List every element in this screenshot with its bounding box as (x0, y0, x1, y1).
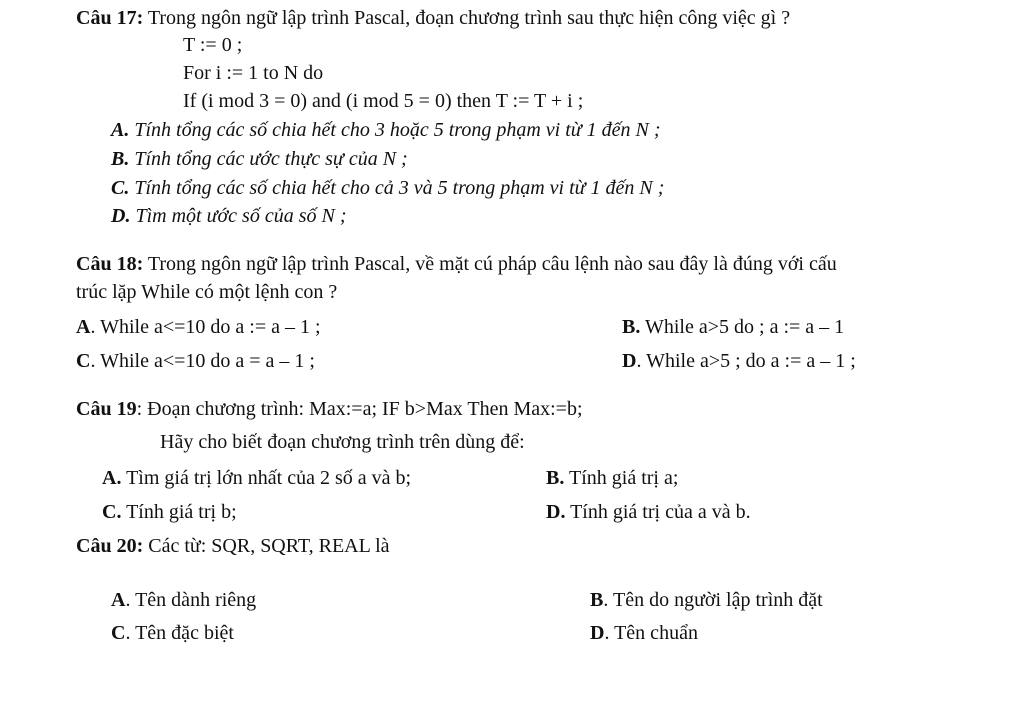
q18-option-a-text: . While a<=10 do a := a – 1 ; (90, 316, 321, 338)
q18-option-b[interactable] (622, 315, 844, 339)
q19-label: Câu 19 (76, 398, 137, 420)
q19-option-d[interactable] (546, 500, 751, 524)
q19-option-c-text: Tính giá trị b; (121, 501, 237, 523)
q17-option-c-text: Tính tổng các số chia hết cho cả 3 và 5 trong phạm vi từ 1 đến N ; (129, 177, 665, 199)
q20-option-c[interactable] (111, 621, 234, 645)
q17-label: Câu 17: (76, 7, 144, 29)
q17-code-line-1: T := 0 ; (183, 34, 243, 56)
q19-sub-text: Hãy cho biết đoạn chương trình trên dùng để: (160, 431, 525, 453)
q19-option-b-text: Tính giá trị a; (564, 467, 679, 489)
q19-option-a-text: Tìm giá trị lớn nhất của 2 số a và b; (121, 467, 412, 489)
q20-option-a[interactable] (111, 588, 256, 612)
q19-stem-text: : Đoạn chương trình: Max:=a; IF b>Max Then Max:=b; (136, 398, 583, 420)
q17-option-a-letter: A. (111, 119, 130, 141)
q18-option-a-letter: A (76, 316, 91, 338)
q17-code-line-3: If (i mod 3 = 0) and (i mod 5 = 0) then T := T + i ; (183, 90, 584, 112)
q17-option-d-letter: D. (111, 205, 131, 227)
q20-option-c-letter: C (111, 622, 126, 644)
q20-option-b-letter: B (590, 589, 604, 611)
q20-option-d[interactable] (590, 621, 698, 645)
q17-option-b[interactable] (111, 147, 408, 171)
q18-option-c[interactable] (76, 349, 315, 373)
q19-option-a-letter: A. (102, 467, 122, 489)
q20-option-b[interactable] (590, 588, 823, 612)
q19-option-c-letter: C. (102, 501, 122, 523)
q19-option-b[interactable] (546, 466, 678, 490)
q18-label: Câu 18: (76, 253, 144, 275)
q17-option-c-letter: C. (111, 177, 130, 199)
q17-option-d-text: Tìm một ước số của số N ; (130, 205, 347, 227)
q18-stem-text-1: Trong ngôn ngữ lập trình Pascal, về mặt cú pháp câu lệnh nào sau đây là đúng với cấu (143, 253, 837, 275)
q17-stem-text: Trong ngôn ngữ lập trình Pascal, đoạn chương trình sau thực hiện công việc gì ? (143, 7, 791, 29)
q17-option-a[interactable] (111, 118, 661, 142)
q17-stem (76, 6, 790, 30)
q18-stem (76, 252, 837, 276)
q18-option-a[interactable] (76, 315, 321, 339)
q17-option-b-text: Tính tổng các ước thực sự của N ; (129, 148, 408, 170)
q20-label: Câu 20: (76, 535, 144, 557)
q18-option-b-text: While a>5 do ; a := a – 1 (640, 316, 845, 338)
q18-option-d-letter: D (622, 350, 637, 372)
q20-option-d-text: . Tên chuẩn (604, 622, 698, 644)
q18-option-b-letter: B. (622, 316, 641, 338)
q17-option-a-text: Tính tổng các số chia hết cho 3 hoặc 5 trong phạm vi từ 1 đến N ; (129, 119, 661, 141)
q19-option-a[interactable] (102, 466, 411, 490)
q18-option-c-letter: C (76, 350, 91, 372)
q19-option-c[interactable] (102, 500, 237, 524)
q18-option-d-text: . While a>5 ; do a := a – 1 ; (636, 350, 856, 372)
q19-stem (76, 397, 583, 421)
q17-option-b-letter: B. (111, 148, 130, 170)
q20-option-a-letter: A (111, 589, 126, 611)
q18-option-d[interactable] (622, 349, 856, 373)
q20-stem (76, 534, 390, 558)
q20-option-d-letter: D (590, 622, 605, 644)
q17-option-c[interactable] (111, 176, 664, 200)
q19-option-d-text: Tính giá trị của a và b. (565, 501, 751, 523)
q20-stem-text: Các từ: SQR, SQRT, REAL là (143, 535, 390, 557)
q17-option-d[interactable] (111, 204, 346, 228)
q18-stem-text-2: trúc lặp While có một lệnh con ? (76, 281, 338, 303)
q20-option-a-text: . Tên dành riêng (125, 589, 257, 611)
q20-option-c-text: . Tên đặc biệt (125, 622, 234, 644)
q19-option-b-letter: B. (546, 467, 565, 489)
q17-code-line-2: For i := 1 to N do (183, 62, 324, 84)
q18-option-c-text: . While a<=10 do a = a – 1 ; (90, 350, 315, 372)
q20-option-b-text: . Tên do người lập trình đặt (603, 589, 823, 611)
q19-option-d-letter: D. (546, 501, 566, 523)
